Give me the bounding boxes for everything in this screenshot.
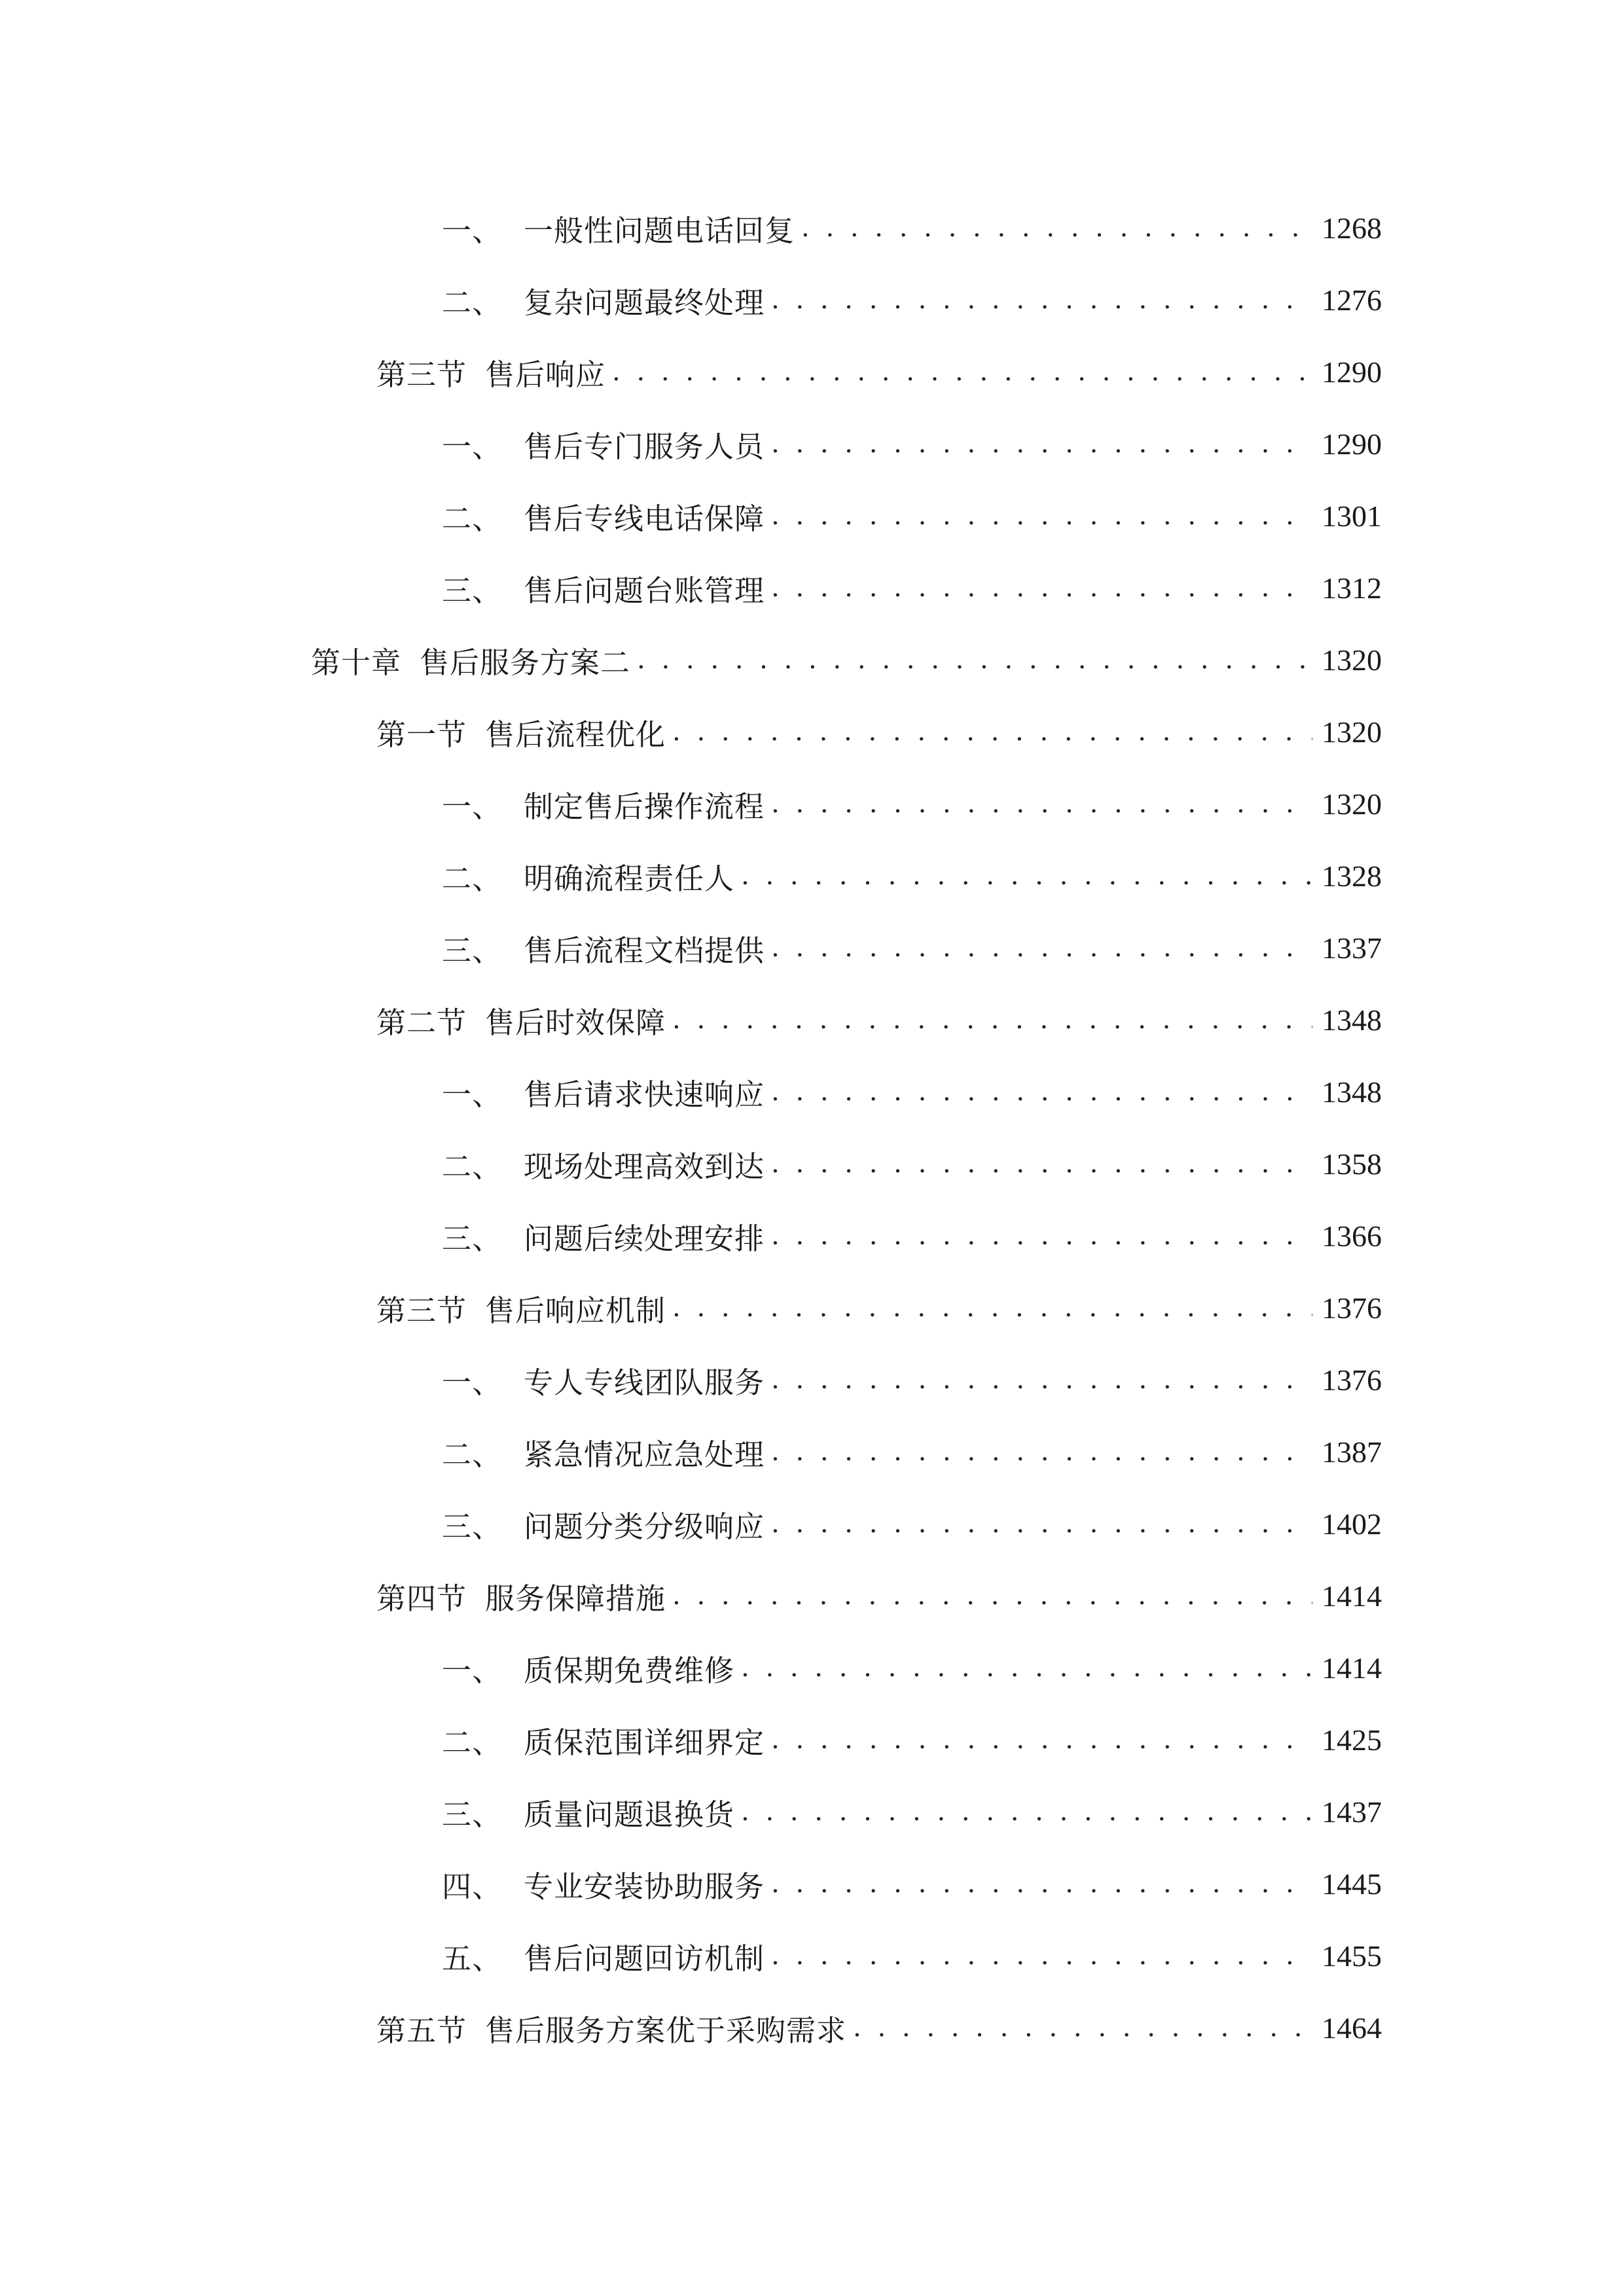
toc-entry-title: 售后请求快速响应 xyxy=(524,1077,765,1112)
toc-entry-title: 专人专线团队服务 xyxy=(524,1365,765,1400)
toc-section-entry[interactable] xyxy=(376,1570,1382,1622)
toc-section-entry[interactable] xyxy=(376,2001,1382,2054)
toc-entry-number: 第五节 xyxy=(376,2013,467,2048)
toc-entry-number: 一、 xyxy=(442,1365,503,1400)
toc-dot-leader xyxy=(771,1941,1312,1971)
toc-entry-title: 专业安装协助服务 xyxy=(524,1869,765,1904)
toc-dot-leader xyxy=(771,1725,1312,1755)
toc-entry-title: 售后问题回访机制 xyxy=(524,1941,765,1976)
toc-page-number: 1414 xyxy=(1322,1579,1382,1613)
toc-subsection-entry[interactable] xyxy=(442,1641,1382,1694)
toc-page-number: 1445 xyxy=(1322,1867,1382,1901)
toc-entry-number: 一、 xyxy=(442,1653,503,1688)
toc-entry-number: 二、 xyxy=(442,1149,503,1184)
toc-entry-number: 二、 xyxy=(442,501,503,536)
toc-dot-leader xyxy=(741,1797,1312,1827)
toc-entry-number: 第四节 xyxy=(376,1581,467,1616)
toc-entry-title: 售后流程优化 xyxy=(485,717,666,752)
toc-dot-leader xyxy=(771,789,1312,819)
toc-subsection-entry[interactable] xyxy=(442,1354,1382,1406)
toc-page-number: 1290 xyxy=(1322,355,1382,389)
toc-dot-leader xyxy=(771,1077,1312,1107)
toc-entry-title: 售后服务方案优于采购需求 xyxy=(485,2013,847,2048)
toc-page-number: 1268 xyxy=(1322,211,1382,245)
toc-chapter-entry[interactable] xyxy=(311,634,1382,686)
toc-dot-leader xyxy=(853,2013,1312,2043)
toc-entry-number: 一、 xyxy=(442,429,503,464)
toc-entry-title: 售后流程文档提供 xyxy=(524,933,765,968)
toc-subsection-entry[interactable] xyxy=(442,1426,1382,1478)
toc-page-number: 1366 xyxy=(1322,1219,1382,1253)
toc-page-number: 1320 xyxy=(1322,787,1382,821)
toc-entry-number: 一、 xyxy=(442,789,503,824)
toc-entry-title: 紧急情况应急处理 xyxy=(524,1437,765,1472)
toc-page-number: 1348 xyxy=(1322,1075,1382,1109)
toc-page-number: 1414 xyxy=(1322,1651,1382,1685)
toc-entry-number: 第一节 xyxy=(376,717,467,752)
toc-section-entry[interactable] xyxy=(376,994,1382,1046)
toc-entry-title: 质保范围详细界定 xyxy=(524,1725,765,1760)
toc-subsection-entry[interactable] xyxy=(442,922,1382,974)
toc-entry-number: 第三节 xyxy=(376,1293,467,1328)
toc-dot-leader xyxy=(771,1221,1312,1251)
toc-subsection-entry[interactable] xyxy=(442,202,1382,254)
toc-page-number: 1328 xyxy=(1322,859,1382,893)
toc-page-number: 1276 xyxy=(1322,283,1382,317)
toc-page-number: 1455 xyxy=(1322,1939,1382,1973)
toc-subsection-entry[interactable] xyxy=(442,1498,1382,1550)
toc-entry-number: 二、 xyxy=(442,1725,503,1760)
toc-page-number: 1464 xyxy=(1322,2011,1382,2045)
toc-entry-title: 售后问题台账管理 xyxy=(524,573,765,608)
toc-section-entry[interactable] xyxy=(376,706,1382,758)
toc-dot-leader xyxy=(771,501,1312,531)
toc-dot-leader xyxy=(771,1149,1312,1179)
toc-entry-number: 一、 xyxy=(442,213,503,248)
toc-dot-leader xyxy=(771,573,1312,603)
toc-subsection-entry[interactable] xyxy=(442,1210,1382,1262)
toc-section-entry[interactable] xyxy=(376,346,1382,398)
toc-dot-leader xyxy=(771,1509,1312,1539)
toc-entry-number: 第二节 xyxy=(376,1005,467,1040)
toc-subsection-entry[interactable] xyxy=(442,1138,1382,1190)
toc-entry-title: 售后响应机制 xyxy=(485,1293,666,1328)
toc-entry-number: 三、 xyxy=(442,933,503,968)
toc-dot-leader xyxy=(672,1005,1312,1035)
toc-subsection-entry[interactable] xyxy=(442,1713,1382,1766)
toc-entry-title: 服务保障措施 xyxy=(485,1581,666,1616)
toc-dot-leader xyxy=(771,285,1312,315)
toc-dot-leader xyxy=(771,1869,1312,1899)
toc-subsection-entry[interactable] xyxy=(442,778,1382,830)
toc-entry-number: 第十章 xyxy=(311,645,402,680)
toc-entry-title: 售后专线电话保障 xyxy=(524,501,765,536)
toc-entry-number: 二、 xyxy=(442,861,503,896)
toc-entry-title: 一般性问题电话回复 xyxy=(524,213,795,248)
toc-page-number: 1348 xyxy=(1322,1003,1382,1037)
toc-dot-leader xyxy=(612,357,1312,387)
toc-page-number: 1387 xyxy=(1322,1435,1382,1469)
toc-entry-number: 第三节 xyxy=(376,357,467,392)
toc-page-number: 1301 xyxy=(1322,499,1382,533)
toc-subsection-entry[interactable] xyxy=(442,490,1382,542)
toc-subsection-entry[interactable] xyxy=(442,1066,1382,1118)
toc-dot-leader xyxy=(741,1653,1312,1683)
toc-subsection-entry[interactable] xyxy=(442,1785,1382,1838)
toc-page-number: 1337 xyxy=(1322,931,1382,965)
toc-entry-number: 三、 xyxy=(442,1221,503,1256)
toc-page-number: 1376 xyxy=(1322,1291,1382,1325)
toc-subsection-entry[interactable] xyxy=(442,1857,1382,1910)
toc-entry-title: 问题后续处理安排 xyxy=(524,1221,765,1256)
toc-entry-number: 二、 xyxy=(442,1437,503,1472)
toc-entry-title: 现场处理高效到达 xyxy=(524,1149,765,1184)
toc-entry-title: 售后服务方案二 xyxy=(420,645,631,680)
toc-page-number: 1312 xyxy=(1322,571,1382,605)
toc-subsection-entry[interactable] xyxy=(442,274,1382,326)
toc-dot-leader xyxy=(771,933,1312,963)
toc-entry-title: 问题分类分级响应 xyxy=(524,1509,765,1544)
toc-page-number: 1358 xyxy=(1322,1147,1382,1181)
toc-dot-leader xyxy=(672,1293,1312,1323)
toc-page-number: 1425 xyxy=(1322,1723,1382,1757)
toc-entry-number: 三、 xyxy=(442,1797,503,1832)
toc-entry-title: 明确流程责任人 xyxy=(524,861,735,896)
toc-page-number: 1290 xyxy=(1322,427,1382,461)
toc-entry-title: 质保期免费维修 xyxy=(524,1653,735,1688)
toc-dot-leader xyxy=(771,429,1312,459)
toc-entry-number: 五、 xyxy=(442,1941,503,1976)
toc-entry-title: 制定售后操作流程 xyxy=(524,789,765,824)
toc-page-number: 1320 xyxy=(1322,643,1382,677)
toc-dot-leader xyxy=(771,1437,1312,1467)
toc-subsection-entry[interactable] xyxy=(442,418,1382,470)
toc-entry-number: 四、 xyxy=(442,1869,503,1904)
toc-page-number: 1402 xyxy=(1322,1507,1382,1541)
toc-entry-title: 售后时效保障 xyxy=(485,1005,666,1040)
toc-subsection-entry[interactable] xyxy=(442,850,1382,902)
toc-page-number: 1437 xyxy=(1322,1795,1382,1829)
toc-entry-title: 售后专门服务人员 xyxy=(524,429,765,464)
toc-entry-title: 复杂问题最终处理 xyxy=(524,285,765,320)
toc-entry-number: 三、 xyxy=(442,1509,503,1544)
toc-dot-leader xyxy=(672,1581,1312,1611)
toc-subsection-entry[interactable] xyxy=(442,1929,1382,1982)
toc-entry-number: 二、 xyxy=(442,285,503,320)
toc-entry-number: 一、 xyxy=(442,1077,503,1112)
toc-dot-leader xyxy=(637,645,1312,675)
toc-page-number: 1320 xyxy=(1322,715,1382,749)
toc-dot-leader xyxy=(672,717,1312,747)
toc-entry-number: 三、 xyxy=(442,573,503,608)
toc-dot-leader xyxy=(771,1365,1312,1395)
toc-dot-leader xyxy=(741,861,1312,891)
toc-page-number: 1376 xyxy=(1322,1363,1382,1397)
toc-section-entry[interactable] xyxy=(376,1282,1382,1334)
toc-dot-leader xyxy=(801,213,1312,243)
toc-subsection-entry[interactable] xyxy=(442,562,1382,614)
toc-entry-title: 质量问题退换货 xyxy=(524,1797,735,1832)
toc-entry-title: 售后响应 xyxy=(485,357,606,392)
